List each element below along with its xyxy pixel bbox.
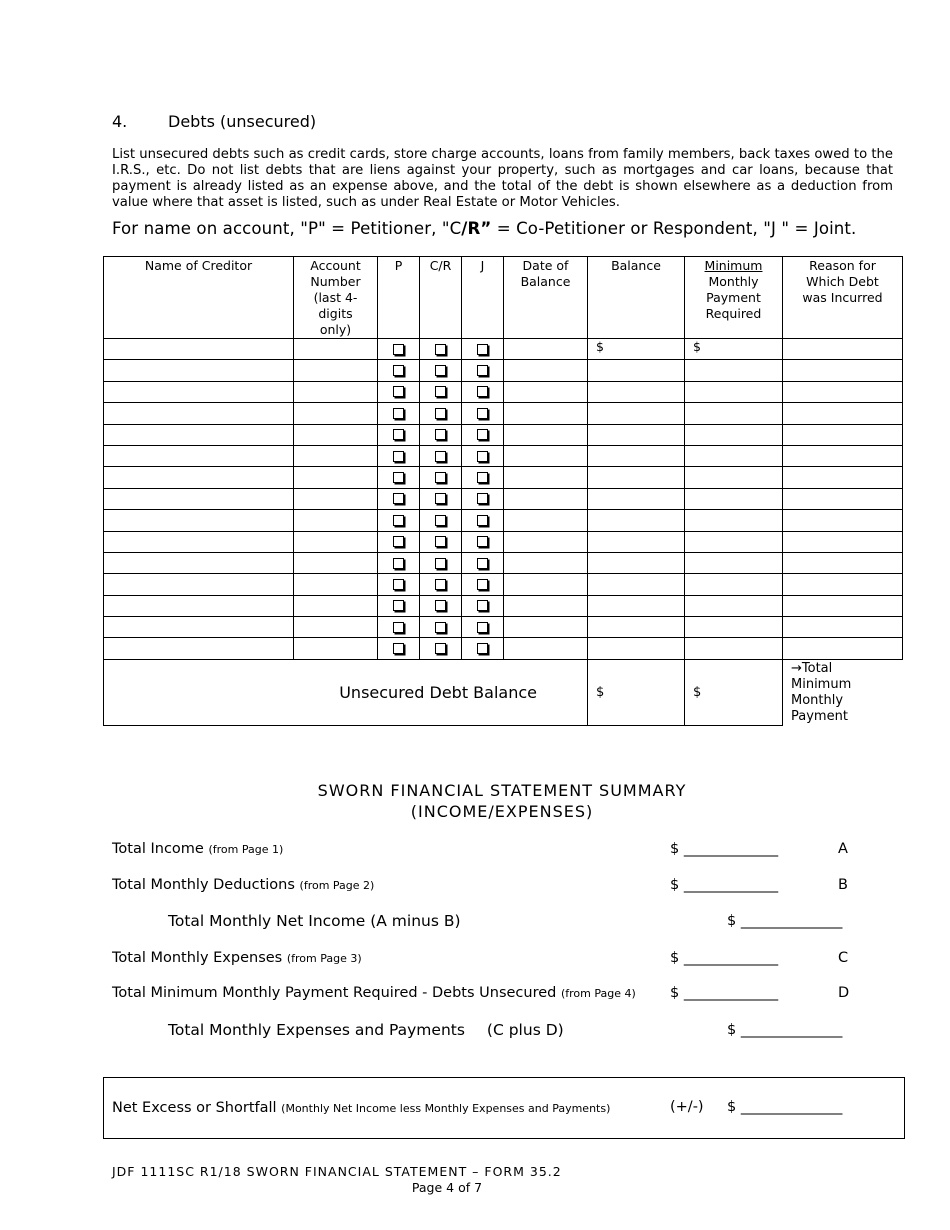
header-cr: C/R [420, 257, 462, 339]
petitioner-checkbox[interactable] [378, 403, 420, 424]
header-j: J [462, 257, 504, 339]
summary-title-line1: SWORN FINANCIAL STATEMENT SUMMARY [317, 781, 687, 800]
balance-field[interactable] [588, 467, 685, 488]
date-of-balance-field[interactable] [504, 531, 588, 552]
total-deductions-field[interactable]: $ _____________ [670, 877, 779, 893]
checkbox-square[interactable] [477, 536, 488, 547]
checkbox-square[interactable] [477, 515, 488, 526]
total-income-label: Total Income (from Page 1) [112, 841, 284, 857]
date-of-balance-field[interactable] [504, 510, 588, 531]
minimum-payment-field[interactable] [685, 531, 783, 552]
total-income-field[interactable]: $ _____________ [670, 841, 779, 857]
minimum-payment-field[interactable]: $ [685, 339, 783, 360]
balance-field[interactable] [588, 360, 685, 381]
co-petitioner-checkbox[interactable] [420, 638, 462, 659]
joint-checkbox[interactable] [462, 360, 504, 381]
debt-row [104, 617, 903, 638]
net-excess-field[interactable]: $ ______________ [727, 1099, 843, 1115]
co-petitioner-checkbox[interactable] [420, 467, 462, 488]
checkbox-square[interactable] [393, 622, 404, 633]
debt-row [104, 445, 903, 466]
minimum-payment-field[interactable] [685, 574, 783, 595]
date-of-balance-field[interactable] [504, 574, 588, 595]
balance-field[interactable] [588, 488, 685, 509]
name-note-part1: For name on account, "P" = Petitioner, "C [112, 219, 462, 238]
creditor-name-field[interactable] [104, 552, 294, 573]
checkbox-square[interactable] [477, 493, 488, 504]
section-heading [112, 112, 316, 131]
reason-field[interactable] [783, 360, 903, 381]
reason-field[interactable] [783, 595, 903, 616]
co-petitioner-checkbox[interactable] [420, 403, 462, 424]
date-of-balance-field[interactable] [504, 381, 588, 402]
creditor-name-field[interactable] [104, 574, 294, 595]
joint-checkbox[interactable] [462, 638, 504, 659]
minimum-payment-field[interactable] [685, 467, 783, 488]
checkbox-square[interactable] [393, 600, 404, 611]
checkbox-square[interactable] [477, 558, 488, 569]
account-number-field[interactable] [294, 552, 378, 573]
date-of-balance-field[interactable] [504, 424, 588, 445]
summary-title [0, 780, 950, 822]
name-note-bold: /R” [461, 219, 492, 238]
petitioner-checkbox[interactable] [378, 339, 420, 360]
total-row [104, 659, 903, 726]
debt-row [104, 339, 903, 360]
co-petitioner-checkbox[interactable] [420, 424, 462, 445]
checkbox-square[interactable] [435, 344, 446, 355]
debt-row [104, 467, 903, 488]
checkbox-square[interactable] [477, 600, 488, 611]
reason-field[interactable] [783, 510, 903, 531]
checkbox-square[interactable] [393, 344, 404, 355]
header-reason: Reason for Which Debt was Incurred [783, 257, 903, 339]
balance-field[interactable] [588, 617, 685, 638]
creditor-name-field[interactable] [104, 381, 294, 402]
minimum-payment-field[interactable] [685, 403, 783, 424]
joint-checkbox[interactable] [462, 403, 504, 424]
minimum-payment-field[interactable] [685, 360, 783, 381]
date-of-balance-field[interactable] [504, 445, 588, 466]
checkbox-square[interactable] [393, 386, 404, 397]
total-balance-field[interactable]: $ [588, 659, 685, 726]
petitioner-checkbox[interactable] [378, 360, 420, 381]
joint-checkbox[interactable] [462, 488, 504, 509]
checkbox-square[interactable] [477, 643, 488, 654]
account-number-field[interactable] [294, 510, 378, 531]
creditor-name-field[interactable] [104, 531, 294, 552]
checkbox-square[interactable] [393, 365, 404, 376]
account-number-field[interactable] [294, 638, 378, 659]
joint-checkbox[interactable] [462, 424, 504, 445]
joint-checkbox[interactable] [462, 552, 504, 573]
checkbox-square[interactable] [435, 600, 446, 611]
account-number-field[interactable] [294, 574, 378, 595]
checkbox-square[interactable] [393, 643, 404, 654]
co-petitioner-checkbox[interactable] [420, 531, 462, 552]
min-payment-label: Total Minimum Monthly Payment Required - Debts Unsecured (from Page 4) [112, 985, 636, 1001]
reason-field[interactable] [783, 638, 903, 659]
joint-checkbox[interactable] [462, 381, 504, 402]
account-number-field[interactable] [294, 403, 378, 424]
debt-row [104, 424, 903, 445]
co-petitioner-checkbox[interactable] [420, 360, 462, 381]
section-number: 4. [112, 112, 128, 131]
minimum-payment-field[interactable] [685, 510, 783, 531]
creditor-name-field[interactable] [104, 617, 294, 638]
co-petitioner-checkbox[interactable] [420, 510, 462, 531]
debt-row [104, 510, 903, 531]
checkbox-square[interactable] [393, 515, 404, 526]
joint-checkbox[interactable] [462, 595, 504, 616]
account-number-field[interactable] [294, 339, 378, 360]
header-minimum-payment: Minimum Monthly Payment Required [685, 257, 783, 339]
creditor-name-field[interactable] [104, 403, 294, 424]
name-note-part2: = Co-Petitioner or Respondent, "J " = Joint. [491, 219, 857, 238]
checkbox-square[interactable] [393, 451, 404, 462]
section-title: Debts (unsecured) [168, 112, 317, 131]
total-expenses-field[interactable]: $ _____________ [670, 950, 779, 966]
joint-checkbox[interactable] [462, 339, 504, 360]
balance-field[interactable] [588, 574, 685, 595]
reason-field[interactable] [783, 445, 903, 466]
net-excess-label: Net Excess or Shortfall (Monthly Net Income less Monthly Expenses and Payments) [112, 1100, 611, 1116]
checkbox-square[interactable] [393, 408, 404, 419]
creditor-name-field[interactable] [104, 595, 294, 616]
letter-a: A [838, 841, 848, 857]
checkbox-square[interactable] [477, 365, 488, 376]
min-payment-field[interactable]: $ _____________ [670, 985, 779, 1001]
checkbox-square[interactable] [477, 451, 488, 462]
account-number-field[interactable] [294, 488, 378, 509]
checkbox-square[interactable] [435, 579, 446, 590]
checkbox-square[interactable] [435, 515, 446, 526]
co-petitioner-checkbox[interactable] [420, 617, 462, 638]
co-petitioner-checkbox[interactable] [420, 552, 462, 573]
creditor-name-field[interactable] [104, 445, 294, 466]
petitioner-checkbox[interactable] [378, 445, 420, 466]
date-of-balance-field[interactable] [504, 595, 588, 616]
balance-field[interactable] [588, 552, 685, 573]
date-of-balance-field[interactable] [504, 339, 588, 360]
date-of-balance-field[interactable] [504, 488, 588, 509]
minimum-payment-field[interactable] [685, 638, 783, 659]
total-payment-field[interactable]: $ [685, 659, 783, 726]
petitioner-checkbox[interactable] [378, 552, 420, 573]
debt-row [104, 403, 903, 424]
joint-checkbox[interactable] [462, 445, 504, 466]
checkbox-square[interactable] [435, 408, 446, 419]
minimum-payment-field[interactable] [685, 424, 783, 445]
co-petitioner-checkbox[interactable] [420, 595, 462, 616]
total-minimum-note: →Total Minimum Monthly Payment [791, 660, 852, 724]
balance-field[interactable]: $ [588, 339, 685, 360]
reason-field[interactable] [783, 467, 903, 488]
minimum-payment-field[interactable] [685, 595, 783, 616]
unsecured-debt-balance-label: Unsecured Debt Balance [104, 659, 588, 726]
minimum-payment-field[interactable] [685, 552, 783, 573]
date-of-balance-field[interactable] [504, 403, 588, 424]
header-balance: Balance [588, 257, 685, 339]
checkbox-square[interactable] [435, 472, 446, 483]
debt-row [104, 360, 903, 381]
debt-row [104, 574, 903, 595]
checkbox-square[interactable] [435, 451, 446, 462]
date-of-balance-field[interactable] [504, 360, 588, 381]
intro-text: List unsecured debts such as credit cards, store charge accounts, loans from family members, back taxes owed to the I.R.S., etc. Do not list debts that are liens against your property, such as mortgages and car loans, because that payment is already listed as an expense above, and the total of the debt is shown elsewhere as a deduction from value where that asset is listed, such as under Real Estate or Motor Vehicles. [112, 147, 893, 210]
unsecured-debts-table [103, 256, 903, 726]
checkbox-square[interactable] [393, 558, 404, 569]
footer-page-number: Page 4 of 7 [411, 1180, 483, 1195]
account-number-field[interactable] [294, 424, 378, 445]
expenses-payments-field[interactable]: $ ______________ [727, 1022, 843, 1038]
intro-paragraph [112, 147, 893, 211]
checkbox-square[interactable] [435, 365, 446, 376]
creditor-name-field[interactable] [104, 510, 294, 531]
reason-field[interactable] [783, 552, 903, 573]
checkbox-square[interactable] [435, 643, 446, 654]
net-income-field[interactable]: $ ______________ [727, 913, 843, 929]
letter-d: D [838, 985, 850, 1001]
balance-field[interactable] [588, 381, 685, 402]
account-number-field[interactable] [294, 445, 378, 466]
joint-checkbox[interactable] [462, 617, 504, 638]
minimum-payment-field[interactable] [685, 381, 783, 402]
account-number-field[interactable] [294, 617, 378, 638]
reason-field[interactable] [783, 381, 903, 402]
total-expenses-label: Total Monthly Expenses (from Page 3) [112, 950, 362, 966]
creditor-name-field[interactable] [104, 339, 294, 360]
net-income-label: Total Monthly Net Income (A minus B) [168, 912, 461, 930]
name-on-account-note [112, 219, 856, 238]
petitioner-checkbox[interactable] [378, 574, 420, 595]
reason-field[interactable] [783, 574, 903, 595]
balance-field[interactable] [588, 531, 685, 552]
petitioner-checkbox[interactable] [378, 488, 420, 509]
date-of-balance-field[interactable] [504, 467, 588, 488]
reason-field[interactable] [783, 424, 903, 445]
checkbox-square[interactable] [477, 622, 488, 633]
checkbox-square[interactable] [393, 536, 404, 547]
letter-b: B [838, 877, 848, 893]
debt-row [104, 488, 903, 509]
checkbox-square[interactable] [477, 408, 488, 419]
checkbox-square[interactable] [435, 536, 446, 547]
co-petitioner-checkbox[interactable] [420, 445, 462, 466]
footer-form-line: JDF 1111SC R1/18 SWORN FINANCIAL STATEMENT – FORM 35.2 [112, 1164, 562, 1179]
net-excess-sign: (+/-) [670, 1099, 704, 1115]
checkbox-square[interactable] [435, 493, 446, 504]
creditor-name-field[interactable] [104, 488, 294, 509]
total-deductions-label: Total Monthly Deductions (from Page 2) [112, 877, 375, 893]
minimum-payment-field[interactable] [685, 488, 783, 509]
checkbox-square[interactable] [477, 344, 488, 355]
balance-field[interactable] [588, 445, 685, 466]
checkbox-square[interactable] [477, 579, 488, 590]
date-of-balance-field[interactable] [504, 552, 588, 573]
checkbox-square[interactable] [393, 493, 404, 504]
account-number-field[interactable] [294, 531, 378, 552]
header-p: P [378, 257, 420, 339]
debt-row [104, 638, 903, 659]
checkbox-square[interactable] [477, 472, 488, 483]
checkbox-square[interactable] [435, 429, 446, 440]
checkbox-square[interactable] [435, 622, 446, 633]
reason-field[interactable] [783, 488, 903, 509]
checkbox-square[interactable] [477, 386, 488, 397]
creditor-name-field[interactable] [104, 638, 294, 659]
balance-field[interactable] [588, 638, 685, 659]
date-of-balance-field[interactable] [504, 617, 588, 638]
co-petitioner-checkbox[interactable] [420, 488, 462, 509]
letter-c: C [838, 950, 849, 966]
checkbox-square[interactable] [477, 429, 488, 440]
petitioner-checkbox[interactable] [378, 424, 420, 445]
checkbox-square[interactable] [393, 472, 404, 483]
debt-row [104, 531, 903, 552]
co-petitioner-checkbox[interactable] [420, 339, 462, 360]
creditor-name-field[interactable] [104, 467, 294, 488]
account-number-field[interactable] [294, 381, 378, 402]
date-of-balance-field[interactable] [504, 638, 588, 659]
petitioner-checkbox[interactable] [378, 595, 420, 616]
reason-field[interactable] [783, 531, 903, 552]
balance-field[interactable] [588, 595, 685, 616]
summary-title-line2: (INCOME/EXPENSES) [410, 802, 594, 821]
balance-field[interactable] [588, 424, 685, 445]
petitioner-checkbox[interactable] [378, 617, 420, 638]
debt-row [104, 552, 903, 573]
petitioner-checkbox[interactable] [378, 638, 420, 659]
joint-checkbox[interactable] [462, 510, 504, 531]
creditor-name-field[interactable] [104, 360, 294, 381]
account-number-field[interactable] [294, 360, 378, 381]
petitioner-checkbox[interactable] [378, 381, 420, 402]
debt-row [104, 595, 903, 616]
co-petitioner-checkbox[interactable] [420, 381, 462, 402]
minimum-payment-field[interactable] [685, 445, 783, 466]
expenses-payments-label: Total Monthly Expenses and Payments (C plus D) [168, 1021, 564, 1039]
reason-field[interactable] [783, 403, 903, 424]
balance-field[interactable] [588, 403, 685, 424]
checkbox-square[interactable] [393, 579, 404, 590]
balance-field[interactable] [588, 510, 685, 531]
checkbox-square[interactable] [435, 386, 446, 397]
header-creditor: Name of Creditor [104, 257, 294, 339]
header-date-of-balance: Date of Balance [504, 257, 588, 339]
petitioner-checkbox[interactable] [378, 467, 420, 488]
account-number-field[interactable] [294, 467, 378, 488]
header-account-number: Account Number (last 4-digits only) [294, 257, 378, 339]
joint-checkbox[interactable] [462, 467, 504, 488]
petitioner-checkbox[interactable] [378, 510, 420, 531]
debt-row [104, 381, 903, 402]
minimum-payment-field[interactable] [685, 617, 783, 638]
joint-checkbox[interactable] [462, 574, 504, 595]
co-petitioner-checkbox[interactable] [420, 574, 462, 595]
checkbox-square[interactable] [393, 429, 404, 440]
reason-field[interactable] [783, 617, 903, 638]
joint-checkbox[interactable] [462, 531, 504, 552]
petitioner-checkbox[interactable] [378, 531, 420, 552]
reason-field[interactable] [783, 339, 903, 360]
creditor-name-field[interactable] [104, 424, 294, 445]
account-number-field[interactable] [294, 595, 378, 616]
checkbox-square[interactable] [435, 558, 446, 569]
